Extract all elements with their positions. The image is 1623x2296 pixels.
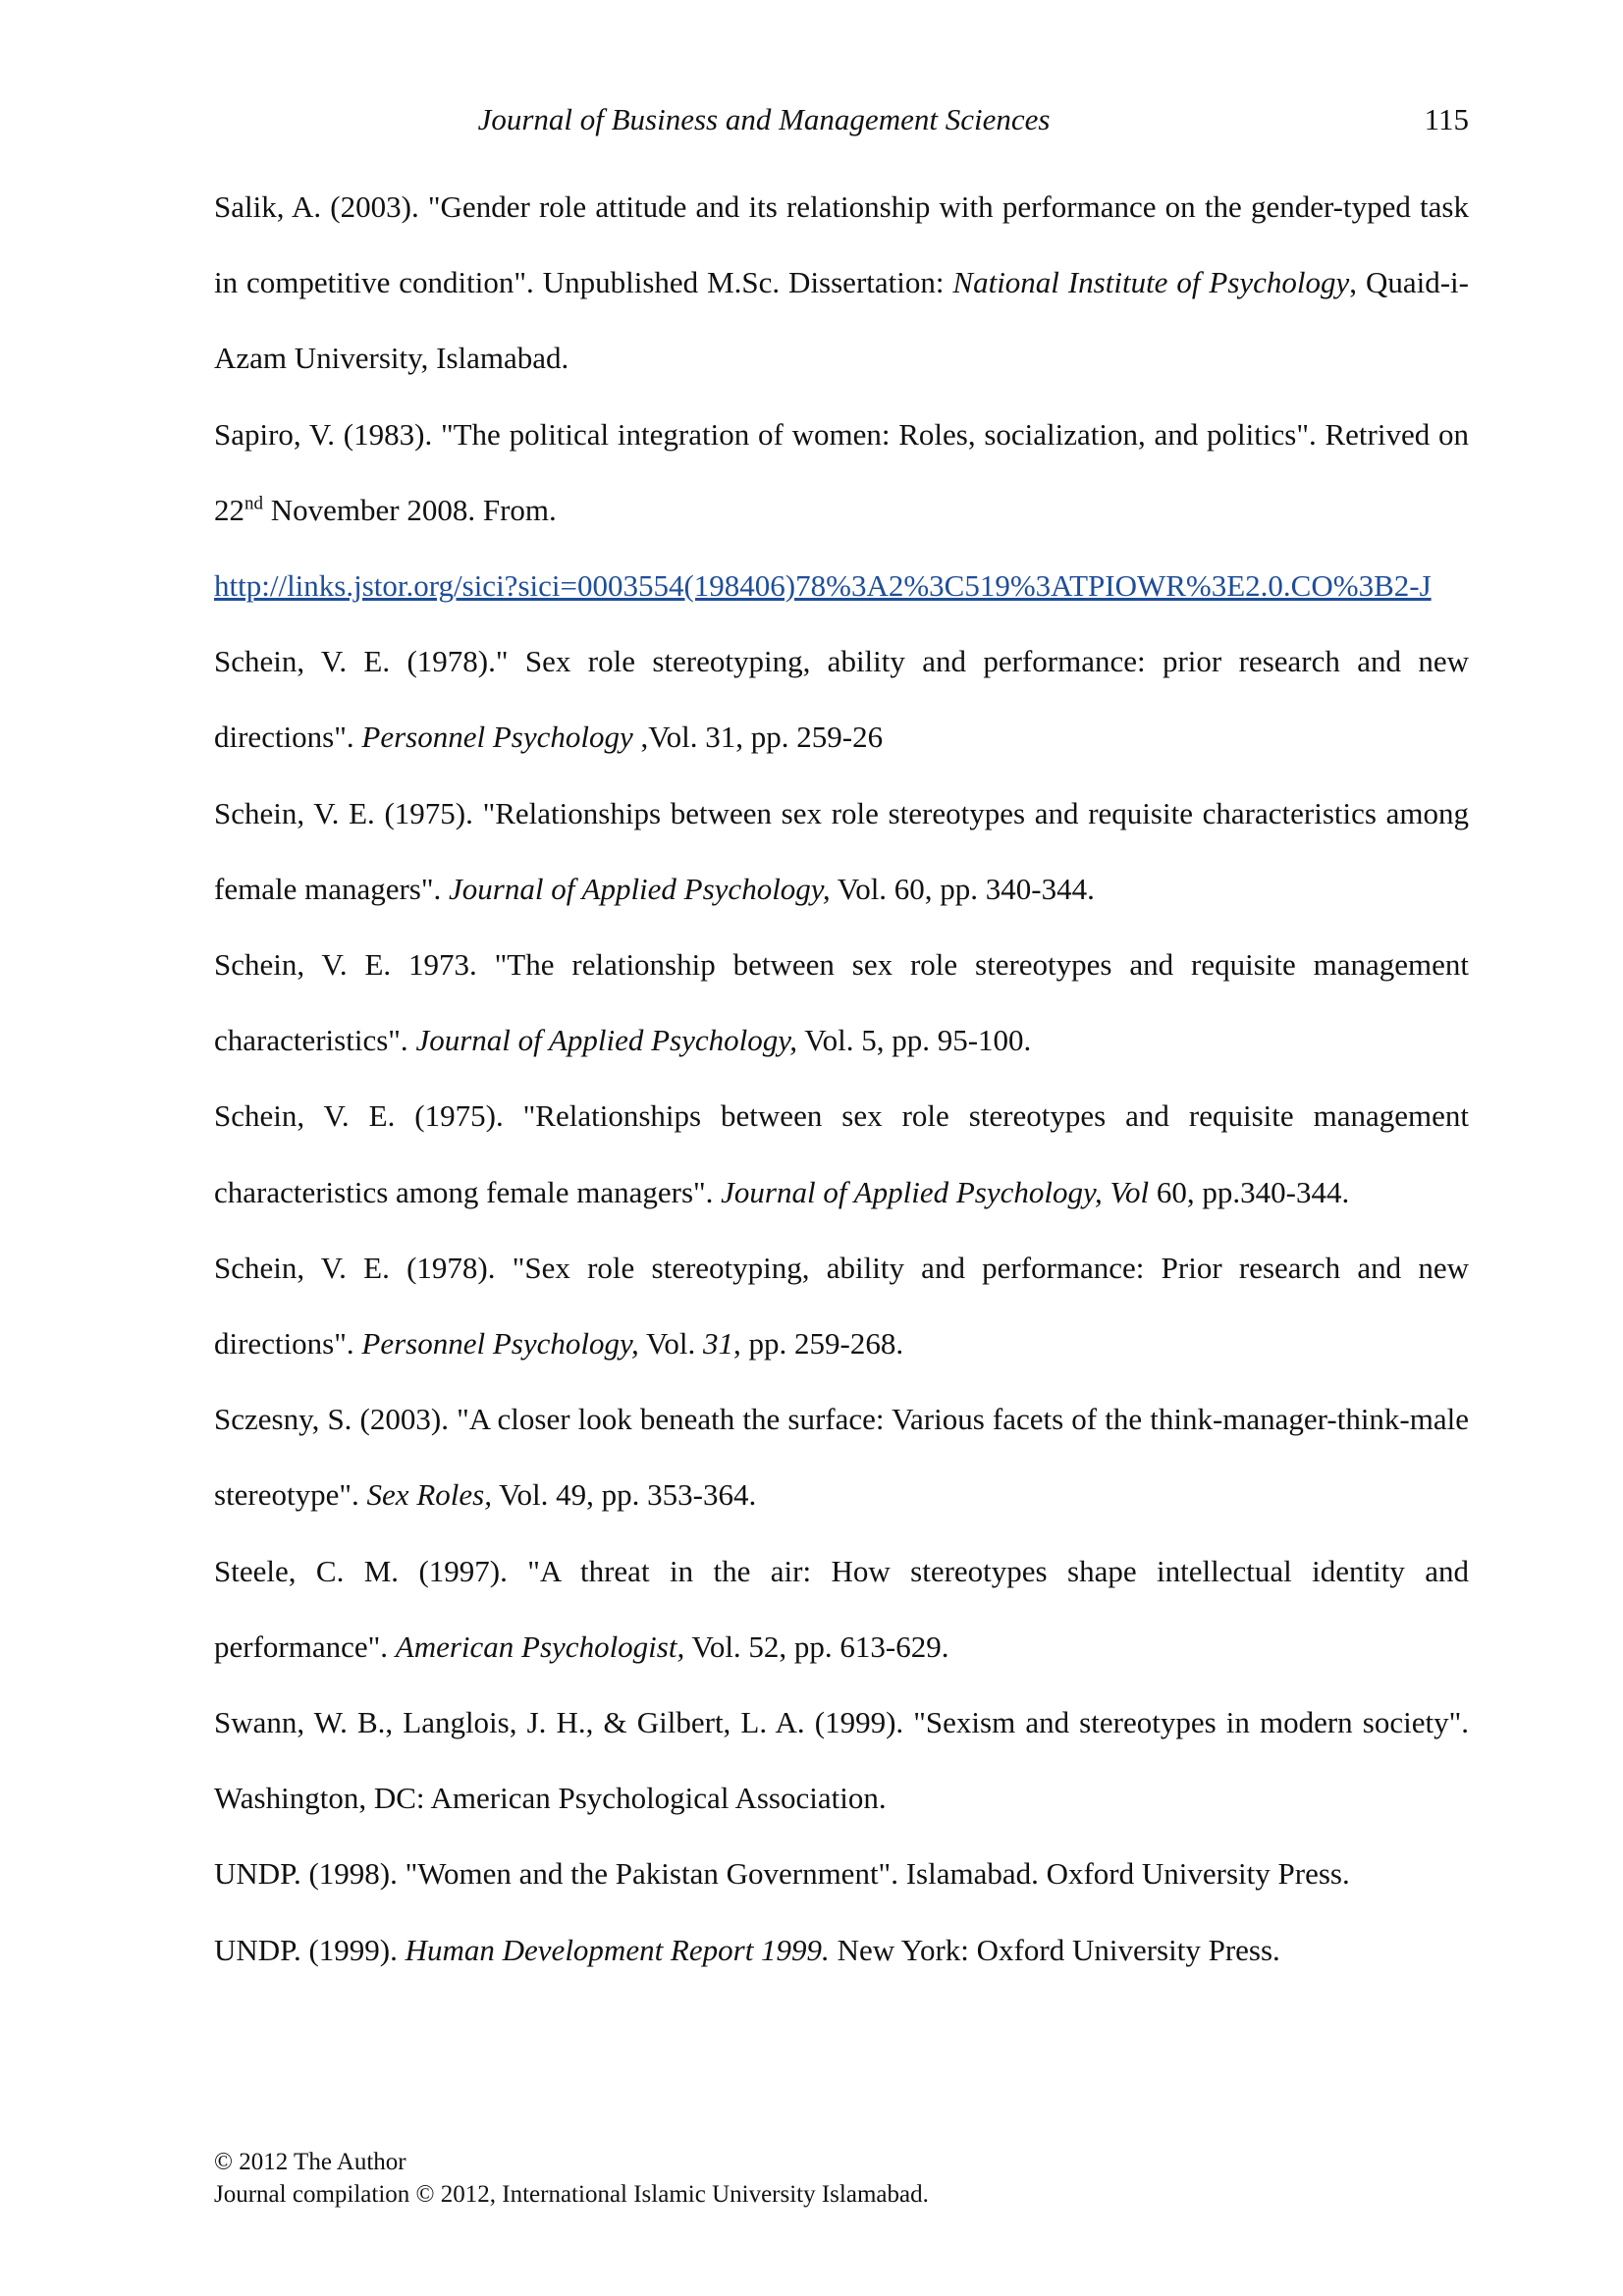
reference-pages: , pp. 259-268.: [733, 1326, 904, 1362]
reference-entry: [214, 1912, 1469, 1988]
reference-text: Schein, V. E. 1973. "The relationship between sex role stereotypes and requisite management characteristics".: [214, 947, 1469, 1058]
reference-entry: [214, 1230, 1469, 1381]
reference-text: Swann, W. B., Langlois, J. H., & Gilbert, L. A. (1999). "Sexism and stereotypes in modern society". Washington, DC: American Psychological Association.: [214, 1705, 1469, 1816]
reference-text: UNDP. (1999).: [214, 1932, 406, 1967]
reference-entry: [214, 397, 1469, 624]
reference-source: Personnel Psychology,: [361, 1326, 639, 1362]
journal-compilation-line: Journal compilation © 2012, International Islamic University Islamabad.: [214, 2181, 929, 2208]
reference-source: Sex Roles,: [366, 1477, 492, 1513]
reference-details: Vol. 49, pp. 353-364.: [491, 1477, 757, 1513]
reference-details: , Quaid-i-Azam University, Islamabad.: [214, 265, 1469, 376]
reference-volume: 31: [703, 1326, 733, 1362]
reference-entry: [214, 169, 1469, 397]
reference-source: American Psychologist,: [395, 1629, 685, 1664]
reference-text: Sapiro, V. (1983). "The political integration of women: Roles, socialization, and politics". Retrived on 22: [214, 416, 1469, 527]
reference-source: Human Development Report 1999.: [405, 1932, 830, 1967]
reference-entry: [214, 775, 1469, 927]
reference-source: Journal of Applied Psychology,: [449, 871, 831, 906]
page-header: [214, 98, 1469, 141]
reference-details: Vol. 52, pp. 613-629.: [684, 1629, 949, 1664]
reference-details: Vol. 60, pp. 340-344.: [830, 871, 1095, 906]
reference-text: Sczesny, S. (2003). "A closer look beneath the surface: Various facets of the think-manager-think-male stereotype".: [214, 1402, 1469, 1513]
journal-title: Journal of Business and Management Sciences: [477, 102, 1051, 136]
reference-link[interactable]: http://links.jstor.org/sici?sici=0003554(198406)78%3A2%3C519%3ATPIOWR%3E2.0.CO%3B2-J: [214, 568, 1432, 604]
copyright-line: © 2012 The Author: [214, 2149, 406, 2175]
ordinal-suffix: nd: [244, 493, 263, 514]
reference-source: National Institute of Psychology: [952, 265, 1350, 300]
reference-entry: [214, 1684, 1469, 1836]
page-number: 115: [1424, 102, 1469, 136]
reference-text: Steele, C. M. (1997). "A threat in the air: How stereotypes shape intellectual identity and performance".: [214, 1553, 1469, 1664]
reference-source: Personnel Psychology: [361, 720, 633, 755]
reference-details: Vol.: [638, 1326, 703, 1362]
reference-entry: [214, 1836, 1469, 1911]
reference-details: Vol. 5, pp. 95-100.: [797, 1023, 1032, 1058]
reference-details: 60, pp.340-344.: [1149, 1174, 1350, 1209]
reference-list: [214, 169, 1469, 1988]
reference-text: Schein, V. E. (1975). "Relationships between sex role stereotypes and requisite characteristics among female managers".: [214, 795, 1469, 906]
reference-entry: [214, 1533, 1469, 1684]
reference-source: Journal of Applied Psychology,: [415, 1023, 798, 1058]
reference-source: Journal of Applied Psychology, Vol: [721, 1174, 1150, 1209]
page-footer: [214, 2146, 1469, 2211]
reference-entry: [214, 1078, 1469, 1229]
reference-entry: [214, 623, 1469, 774]
reference-text: UNDP. (1998). "Women and the Pakistan Government". Islamabad. Oxford University Press.: [214, 1856, 1350, 1892]
reference-details: ,Vol. 31, pp. 259-26: [632, 720, 884, 755]
reference-entry: [214, 1381, 1469, 1532]
reference-text: Schein, V. E. (1978)." Sex role stereotyping, ability and performance: prior research and new directions".: [214, 644, 1469, 755]
reference-text: Salik, A. (2003). "Gender role attitude and its relationship with performance on the gender-typed task in competitive condition". Unpublished M.Sc. Dissertation:: [214, 189, 1469, 300]
reference-text: Schein, V. E. (1975). "Relationships between sex role stereotypes and requisite management characteristics among female managers".: [214, 1098, 1469, 1209]
reference-details: November 2008. From.: [263, 492, 557, 527]
reference-entry: [214, 927, 1469, 1078]
reference-text: Schein, V. E. (1978). "Sex role stereotyping, ability and performance: Prior research and new directions".: [214, 1250, 1469, 1362]
reference-details: New York: Oxford University Press.: [829, 1932, 1280, 1967]
